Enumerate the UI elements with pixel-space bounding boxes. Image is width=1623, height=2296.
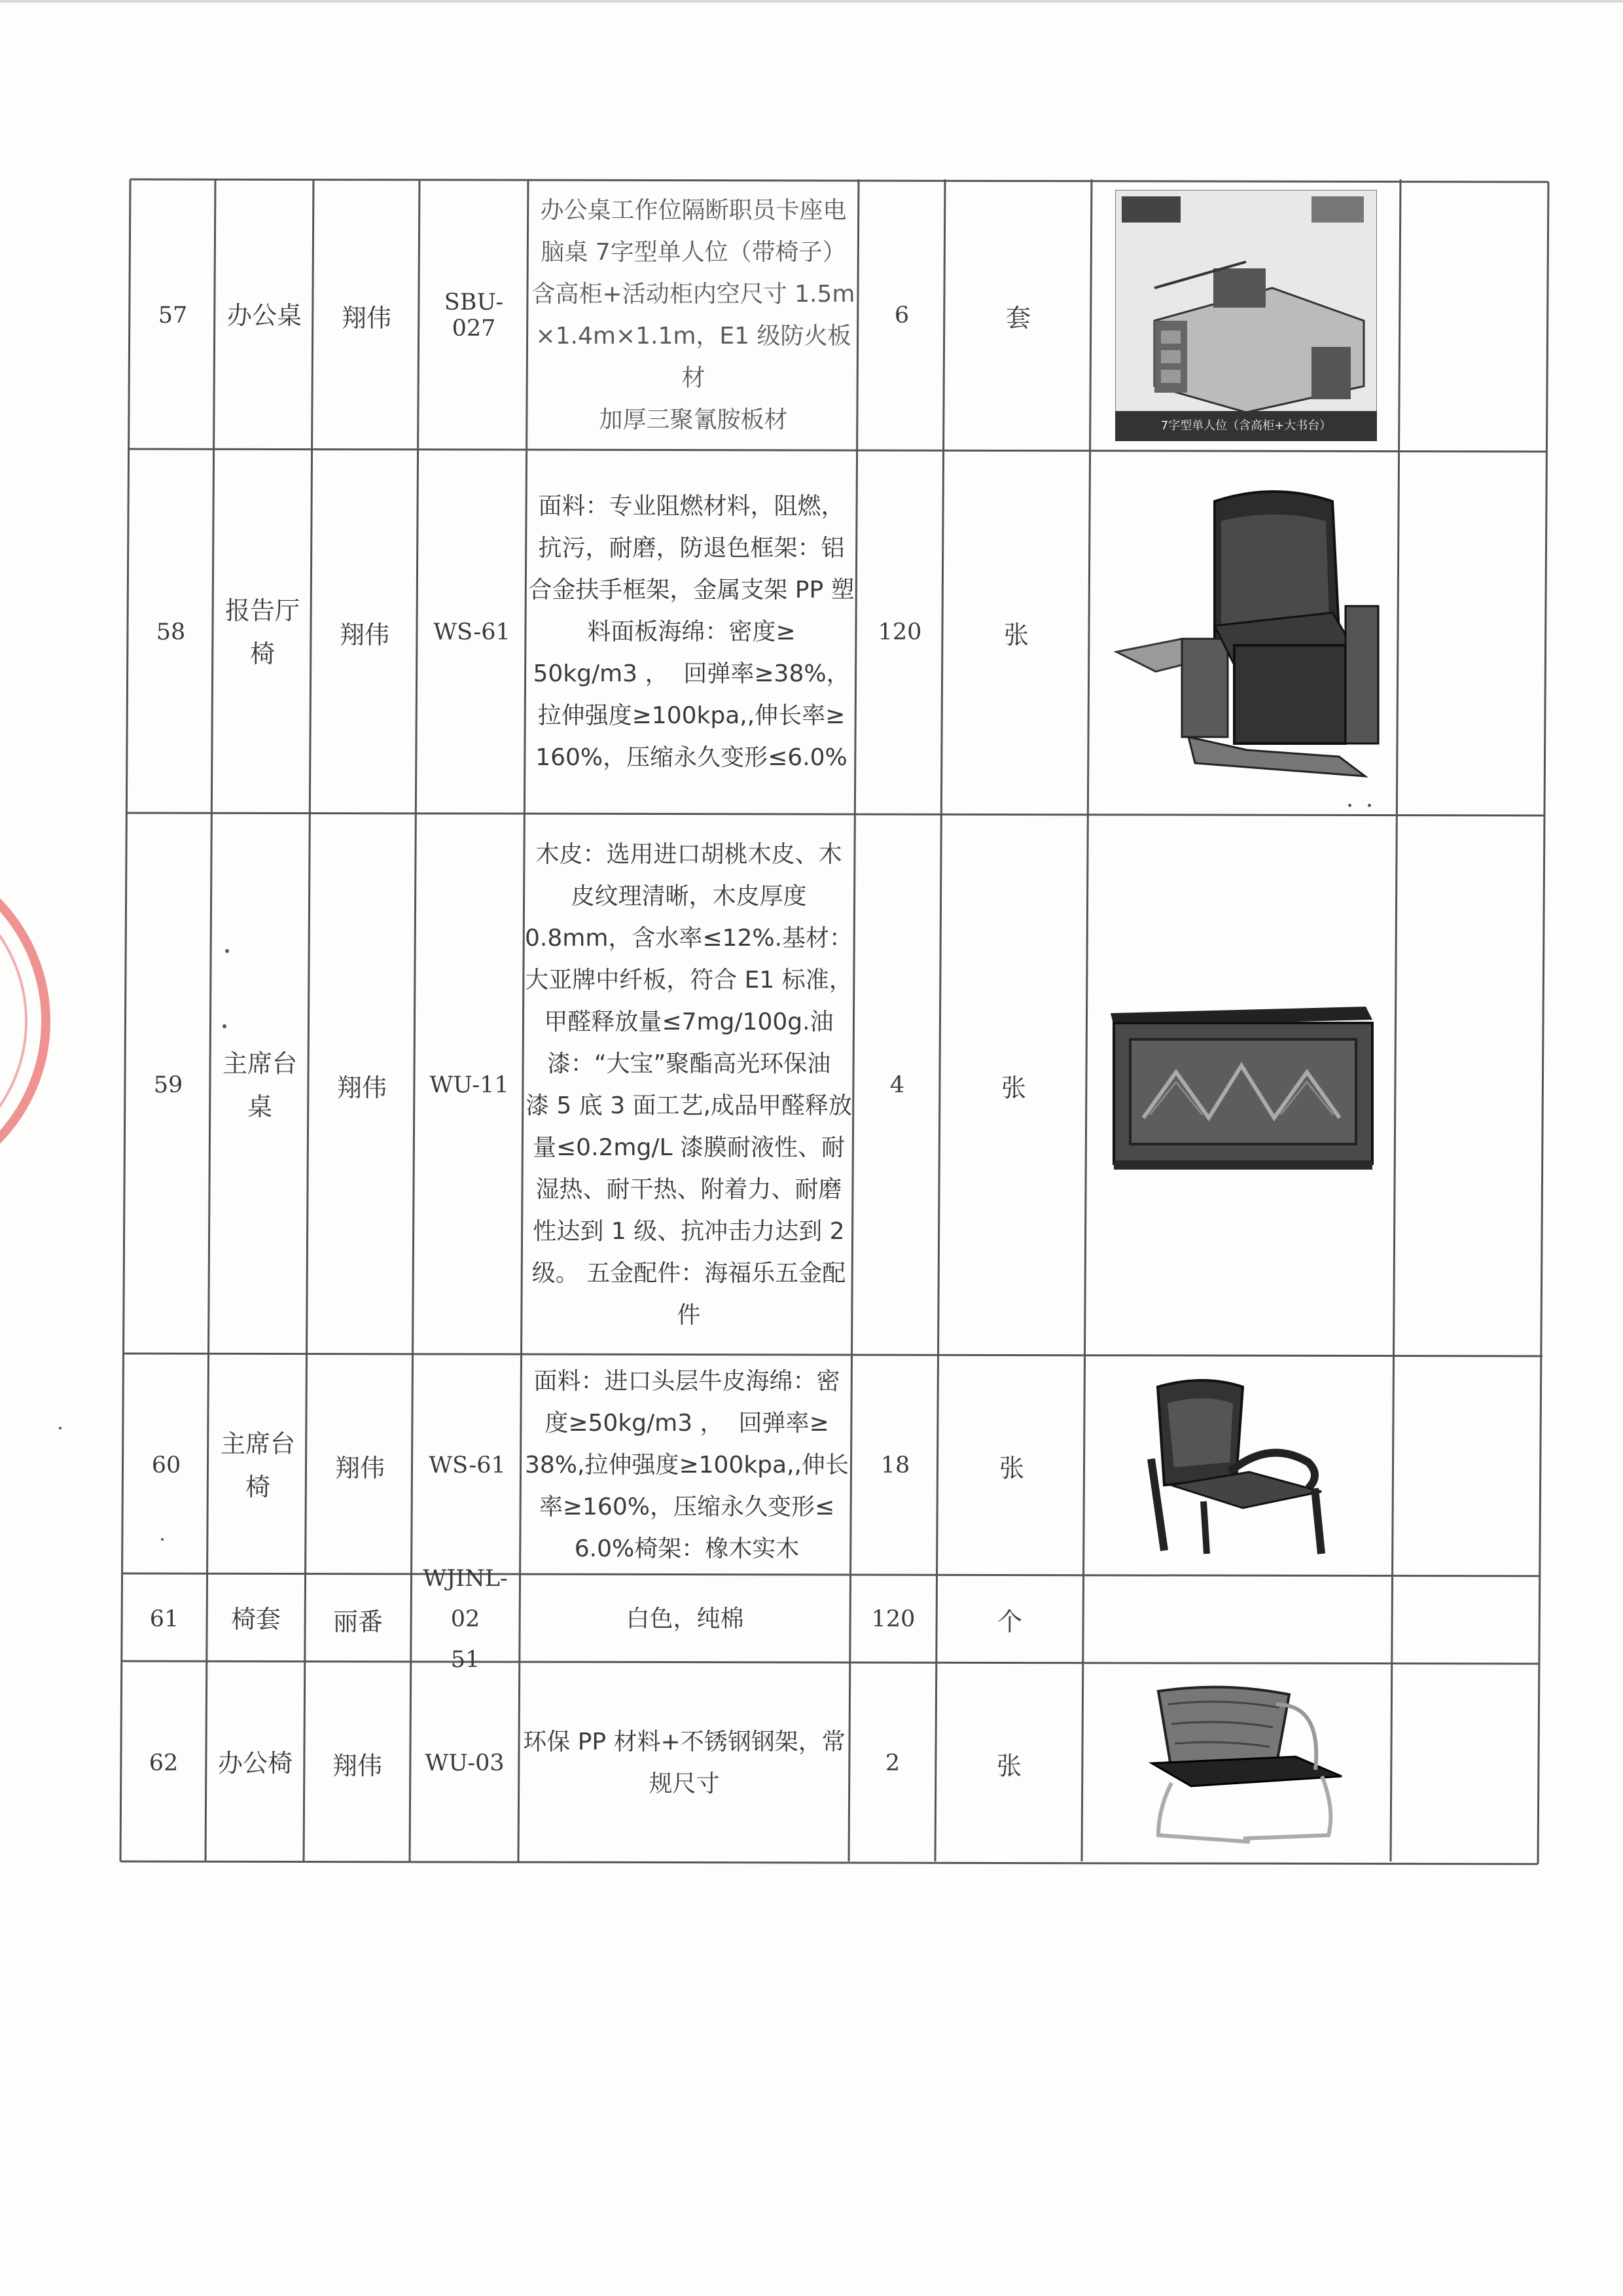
scan-speck bbox=[1368, 804, 1371, 807]
table-row bbox=[0, 1566, 1623, 1673]
item-description: 面料：进口头层牛皮海绵：密 度≥50kg/m3 ， 回弹率≥ 38%,拉伸强度≥100kpa,,伸长 率≥160%，压缩永久变形≤ 6.0%椅架：橡木实木 bbox=[525, 1368, 849, 1562]
scan-speck bbox=[1348, 804, 1351, 807]
scan-speck bbox=[59, 1427, 62, 1429]
office-desk-photo bbox=[1092, 182, 1400, 449]
item-unit: 张 bbox=[996, 1751, 1022, 1780]
rostrum-desk-photo bbox=[1087, 816, 1396, 1355]
item-model: WU-03 bbox=[425, 1750, 505, 1776]
chair-image bbox=[1103, 475, 1385, 789]
item-name: 主席台 桌 bbox=[222, 1049, 297, 1121]
table-row bbox=[0, 1356, 1623, 1575]
item-description: 办公桌工作位隔断职员卡座电 脑桌 7字型单人位（带椅子） 含高柜+活动柜内空尺寸 1.5m ×1.4m×1.1m，E1 级防火板材 加厚三聚氰胺板材 bbox=[531, 197, 855, 433]
item-unit: 套 bbox=[1005, 303, 1031, 332]
item-brand: 丽番 bbox=[332, 1607, 383, 1636]
item-model: WU-11 bbox=[429, 1072, 509, 1098]
item-name: 办公椅 bbox=[217, 1749, 293, 1778]
item-brand: 翔伟 bbox=[339, 620, 389, 649]
item-description: 环保 PP 材料+不锈钢钢架，常 规尺寸 bbox=[523, 1729, 846, 1797]
auditorium-chair-photo bbox=[1090, 452, 1399, 813]
item-name: 椅套 bbox=[230, 1605, 281, 1634]
item-quantity: 6 bbox=[894, 302, 910, 329]
desk-image bbox=[1115, 190, 1377, 441]
item-description: 白色，纯棉 bbox=[626, 1605, 744, 1632]
table-row bbox=[0, 452, 1623, 813]
item-quantity: 4 bbox=[889, 1072, 905, 1098]
item-number: 60 bbox=[151, 1452, 181, 1479]
item-brand: 翔伟 bbox=[336, 1073, 387, 1102]
item-brand: 翔伟 bbox=[341, 303, 391, 332]
office-chair-image bbox=[1126, 1678, 1348, 1848]
rostrum-chair-photo bbox=[1085, 1356, 1394, 1575]
table-row bbox=[0, 1664, 1623, 1863]
item-brand: 翔伟 bbox=[334, 1453, 385, 1482]
item-unit: 张 bbox=[999, 1453, 1024, 1482]
scan-speck bbox=[223, 1024, 226, 1028]
office-chair-photo bbox=[1082, 1664, 1391, 1863]
item-number: 57 bbox=[158, 302, 188, 329]
item-brand: 翔伟 bbox=[332, 1751, 382, 1780]
item-description: 面料：专业阻燃材料，阻燃， 抗污，耐磨，防退色框架：铝 合金扶手框架，金属支架 PP 塑 料面板海绵：密度≥ 50kg/m3 ， 回弹率≥38%， 拉伸强度≥100kpa,,伸长率≥ 160%，压缩永久变形≤6.0% bbox=[528, 493, 855, 771]
table-row bbox=[0, 182, 1623, 449]
item-name: 办公桌 bbox=[226, 301, 302, 330]
item-quantity: 120 bbox=[878, 619, 922, 645]
item-description: 木皮：选用进口胡桃木皮、木 皮纹理清晰，木皮厚度 0.8mm，含水率≤12%.基材： 大亚牌中纤板，符合 E1 标准， 甲醛释放量≤7mg/100g.油 漆：“大宝”聚酯高光环保油 漆 5 底 3 面工艺,成品甲醛释放 量≤0.2mg/L 漆膜耐液性、耐 湿热、耐干热、附着力、耐磨 性达到 1 级、抗冲击力达到 2 级。 五金配件：海福乐五金配 件 bbox=[525, 841, 853, 1329]
item-quantity: 120 bbox=[871, 1606, 916, 1632]
empty-photo-cell bbox=[1083, 1576, 1392, 1662]
desk-caption: 7字型单人位（含高柜+大书台） bbox=[1160, 419, 1332, 433]
item-number: 62 bbox=[149, 1750, 179, 1776]
scan-speck bbox=[225, 949, 229, 953]
item-model: WS-61 bbox=[433, 619, 510, 645]
item-name: 主席台 椅 bbox=[220, 1429, 295, 1501]
table-row bbox=[0, 816, 1623, 1355]
item-unit: 个 bbox=[997, 1607, 1022, 1636]
scan-speck bbox=[161, 1538, 164, 1541]
item-number: 61 bbox=[149, 1606, 179, 1632]
item-number: 59 bbox=[153, 1072, 183, 1098]
rostrum-chair-image bbox=[1132, 1374, 1347, 1557]
item-unit: 张 bbox=[1003, 620, 1029, 649]
item-quantity: 18 bbox=[880, 1452, 910, 1479]
item-name: 报告厅 椅 bbox=[224, 596, 300, 668]
item-model: SBU-027 bbox=[444, 289, 504, 342]
item-unit: 张 bbox=[1001, 1073, 1026, 1102]
item-quantity: 2 bbox=[885, 1750, 901, 1776]
item-number: 58 bbox=[156, 619, 186, 645]
rostrum-desk-image bbox=[1104, 994, 1379, 1177]
item-model: WS-61 bbox=[429, 1452, 506, 1479]
item-model: WJINL-02 51 bbox=[423, 1566, 508, 1673]
